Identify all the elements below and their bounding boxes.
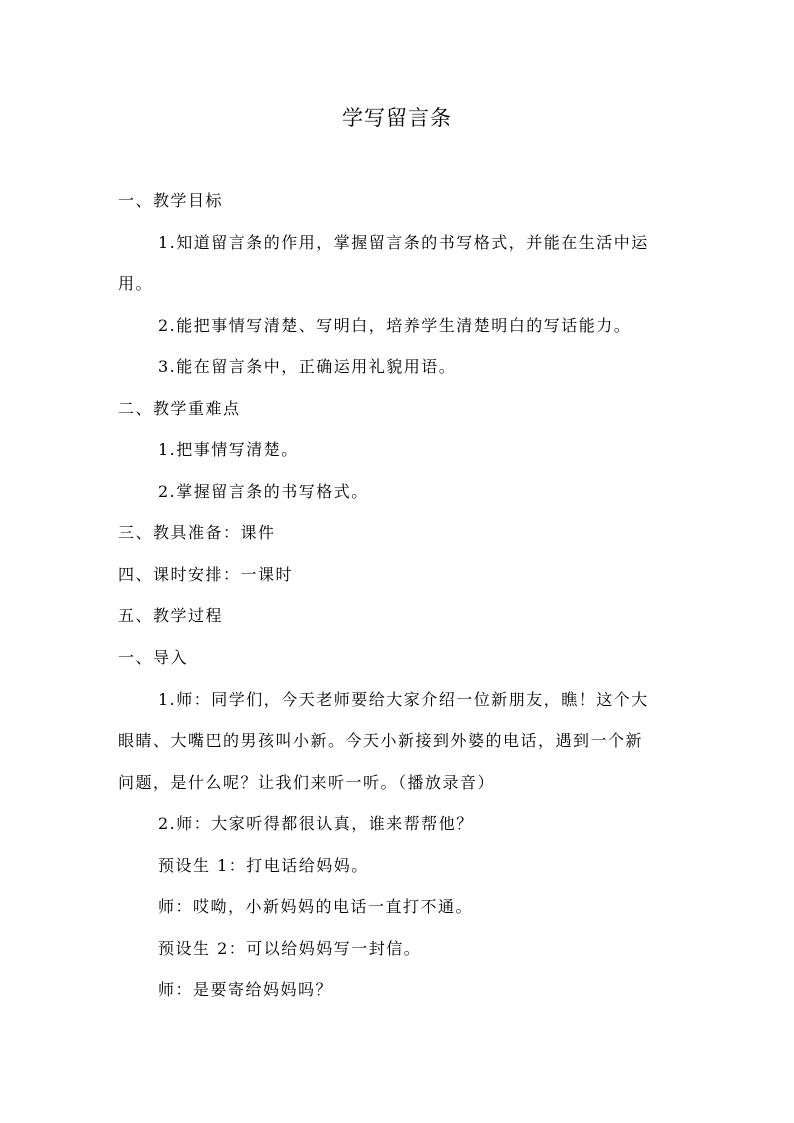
paragraph-line: 用。	[118, 274, 154, 293]
section-heading: 三、教具准备：课件	[118, 523, 276, 542]
section-heading: 一、教学目标	[118, 191, 224, 210]
section-heading: 二、教学重难点	[118, 399, 241, 418]
paragraph-line: 问题，是什么呢？让我们来听一听。（播放录音）	[118, 773, 496, 792]
section-heading: 四、课时安排：一课时	[118, 565, 294, 584]
paragraph-line: 师：是要寄给妈妈吗？	[158, 980, 334, 999]
paragraph-line: 2.能把事情写清楚、写明白，培养学生清楚明白的写话能力。	[158, 316, 632, 335]
paragraph-line: 预设生 2：可以给妈妈写一封信。	[158, 939, 422, 958]
paragraph-line: 师：哎呦，小新妈妈的电话一直打不通。	[158, 897, 474, 916]
paragraph-line: 1.把事情写清楚。	[158, 440, 299, 459]
section-heading: 一、导入	[118, 648, 189, 667]
section-heading: 五、教学过程	[118, 606, 224, 625]
paragraph-line: 预设生 1：打电话给妈妈。	[158, 856, 369, 875]
paragraph-line: 1.师：同学们，今天老师要给大家介绍一位新朋友，瞧！这个大	[158, 690, 649, 709]
paragraph-line: 眼睛、大嘴巴的男孩叫小新。今天小新接到外婆的电话，遇到一个新	[118, 731, 644, 750]
paragraph-line: 3.能在留言条中，正确运用礼貌用语。	[158, 357, 457, 376]
paragraph-line: 1.知道留言条的作用，掌握留言条的书写格式，并能在生活中运	[158, 233, 649, 252]
document-title: 学写留言条	[342, 106, 452, 130]
paragraph-line: 2.师：大家听得都很认真，谁来帮帮他？	[158, 814, 474, 833]
paragraph-line: 2.掌握留言条的书写格式。	[158, 482, 369, 501]
